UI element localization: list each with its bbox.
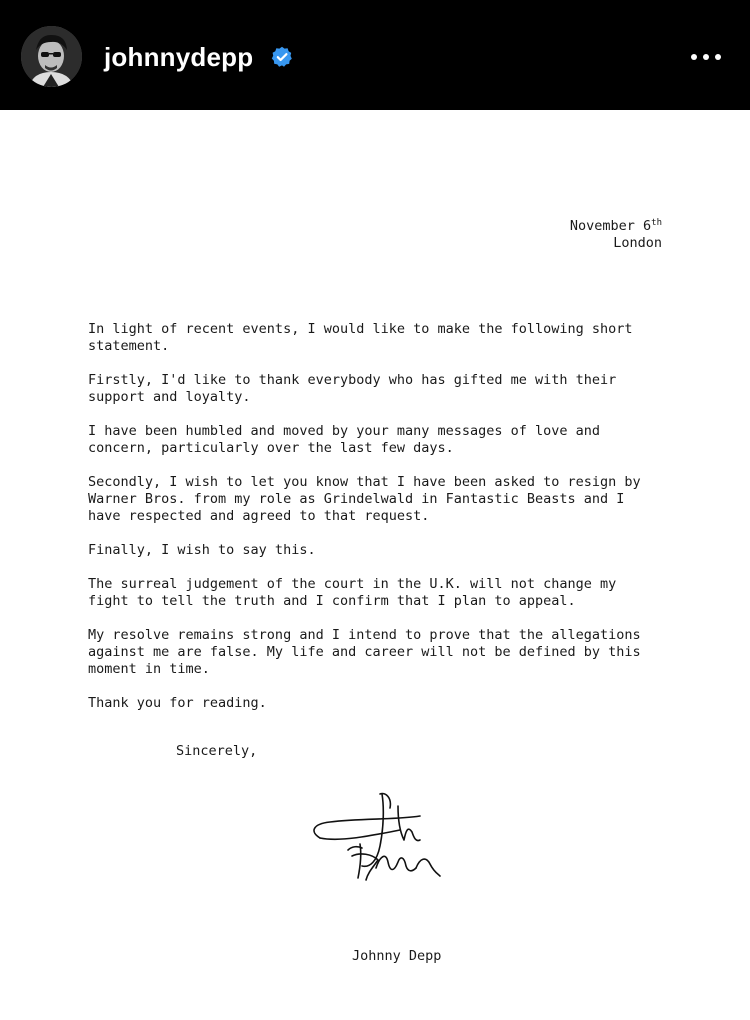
printed-name: Johnny Depp: [352, 948, 442, 964]
paragraph: In light of recent events, I would like to make the following short statement.: [88, 321, 633, 354]
signature-icon: [300, 786, 450, 886]
date-suffix: th: [651, 218, 662, 228]
verified-badge-icon: [271, 46, 293, 68]
avatar-photo-icon: [21, 26, 82, 87]
paragraph: I have been humbled and moved by your many messages of love and concern, particularly over the last few days.: [88, 423, 601, 456]
paragraph: Thank you for reading.: [88, 695, 267, 711]
letter-location: London: [613, 235, 662, 251]
date-day: November 6: [569, 218, 652, 234]
letter-body: [88, 321, 666, 729]
paragraph: Firstly, I'd like to thank everybody who has gifted me with their support and loyalty.: [88, 372, 617, 405]
letter-page: [0, 110, 750, 1020]
letter-date: [570, 218, 662, 252]
paragraph: The surreal judgement of the court in the U.K. will not change my fight to tell the truth and I confirm that I plan to appeal.: [88, 576, 617, 609]
more-options-icon[interactable]: [682, 40, 730, 74]
avatar[interactable]: [21, 26, 82, 87]
post-header: [0, 0, 750, 110]
paragraph: My resolve remains strong and I intend to prove that the allegations against me are false. My life and career will not be defined by this moment in time.: [88, 627, 641, 677]
paragraph: Secondly, I wish to let you know that I have been asked to resign by Warner Bros. from my role as Grindelwald in Fantastic Beasts and I have respected and agreed to that request.: [88, 474, 641, 524]
letter-closing: Sincerely,: [176, 743, 258, 759]
paragraph: Finally, I wish to say this.: [88, 542, 316, 558]
username[interactable]: johnnydepp: [104, 42, 254, 72]
